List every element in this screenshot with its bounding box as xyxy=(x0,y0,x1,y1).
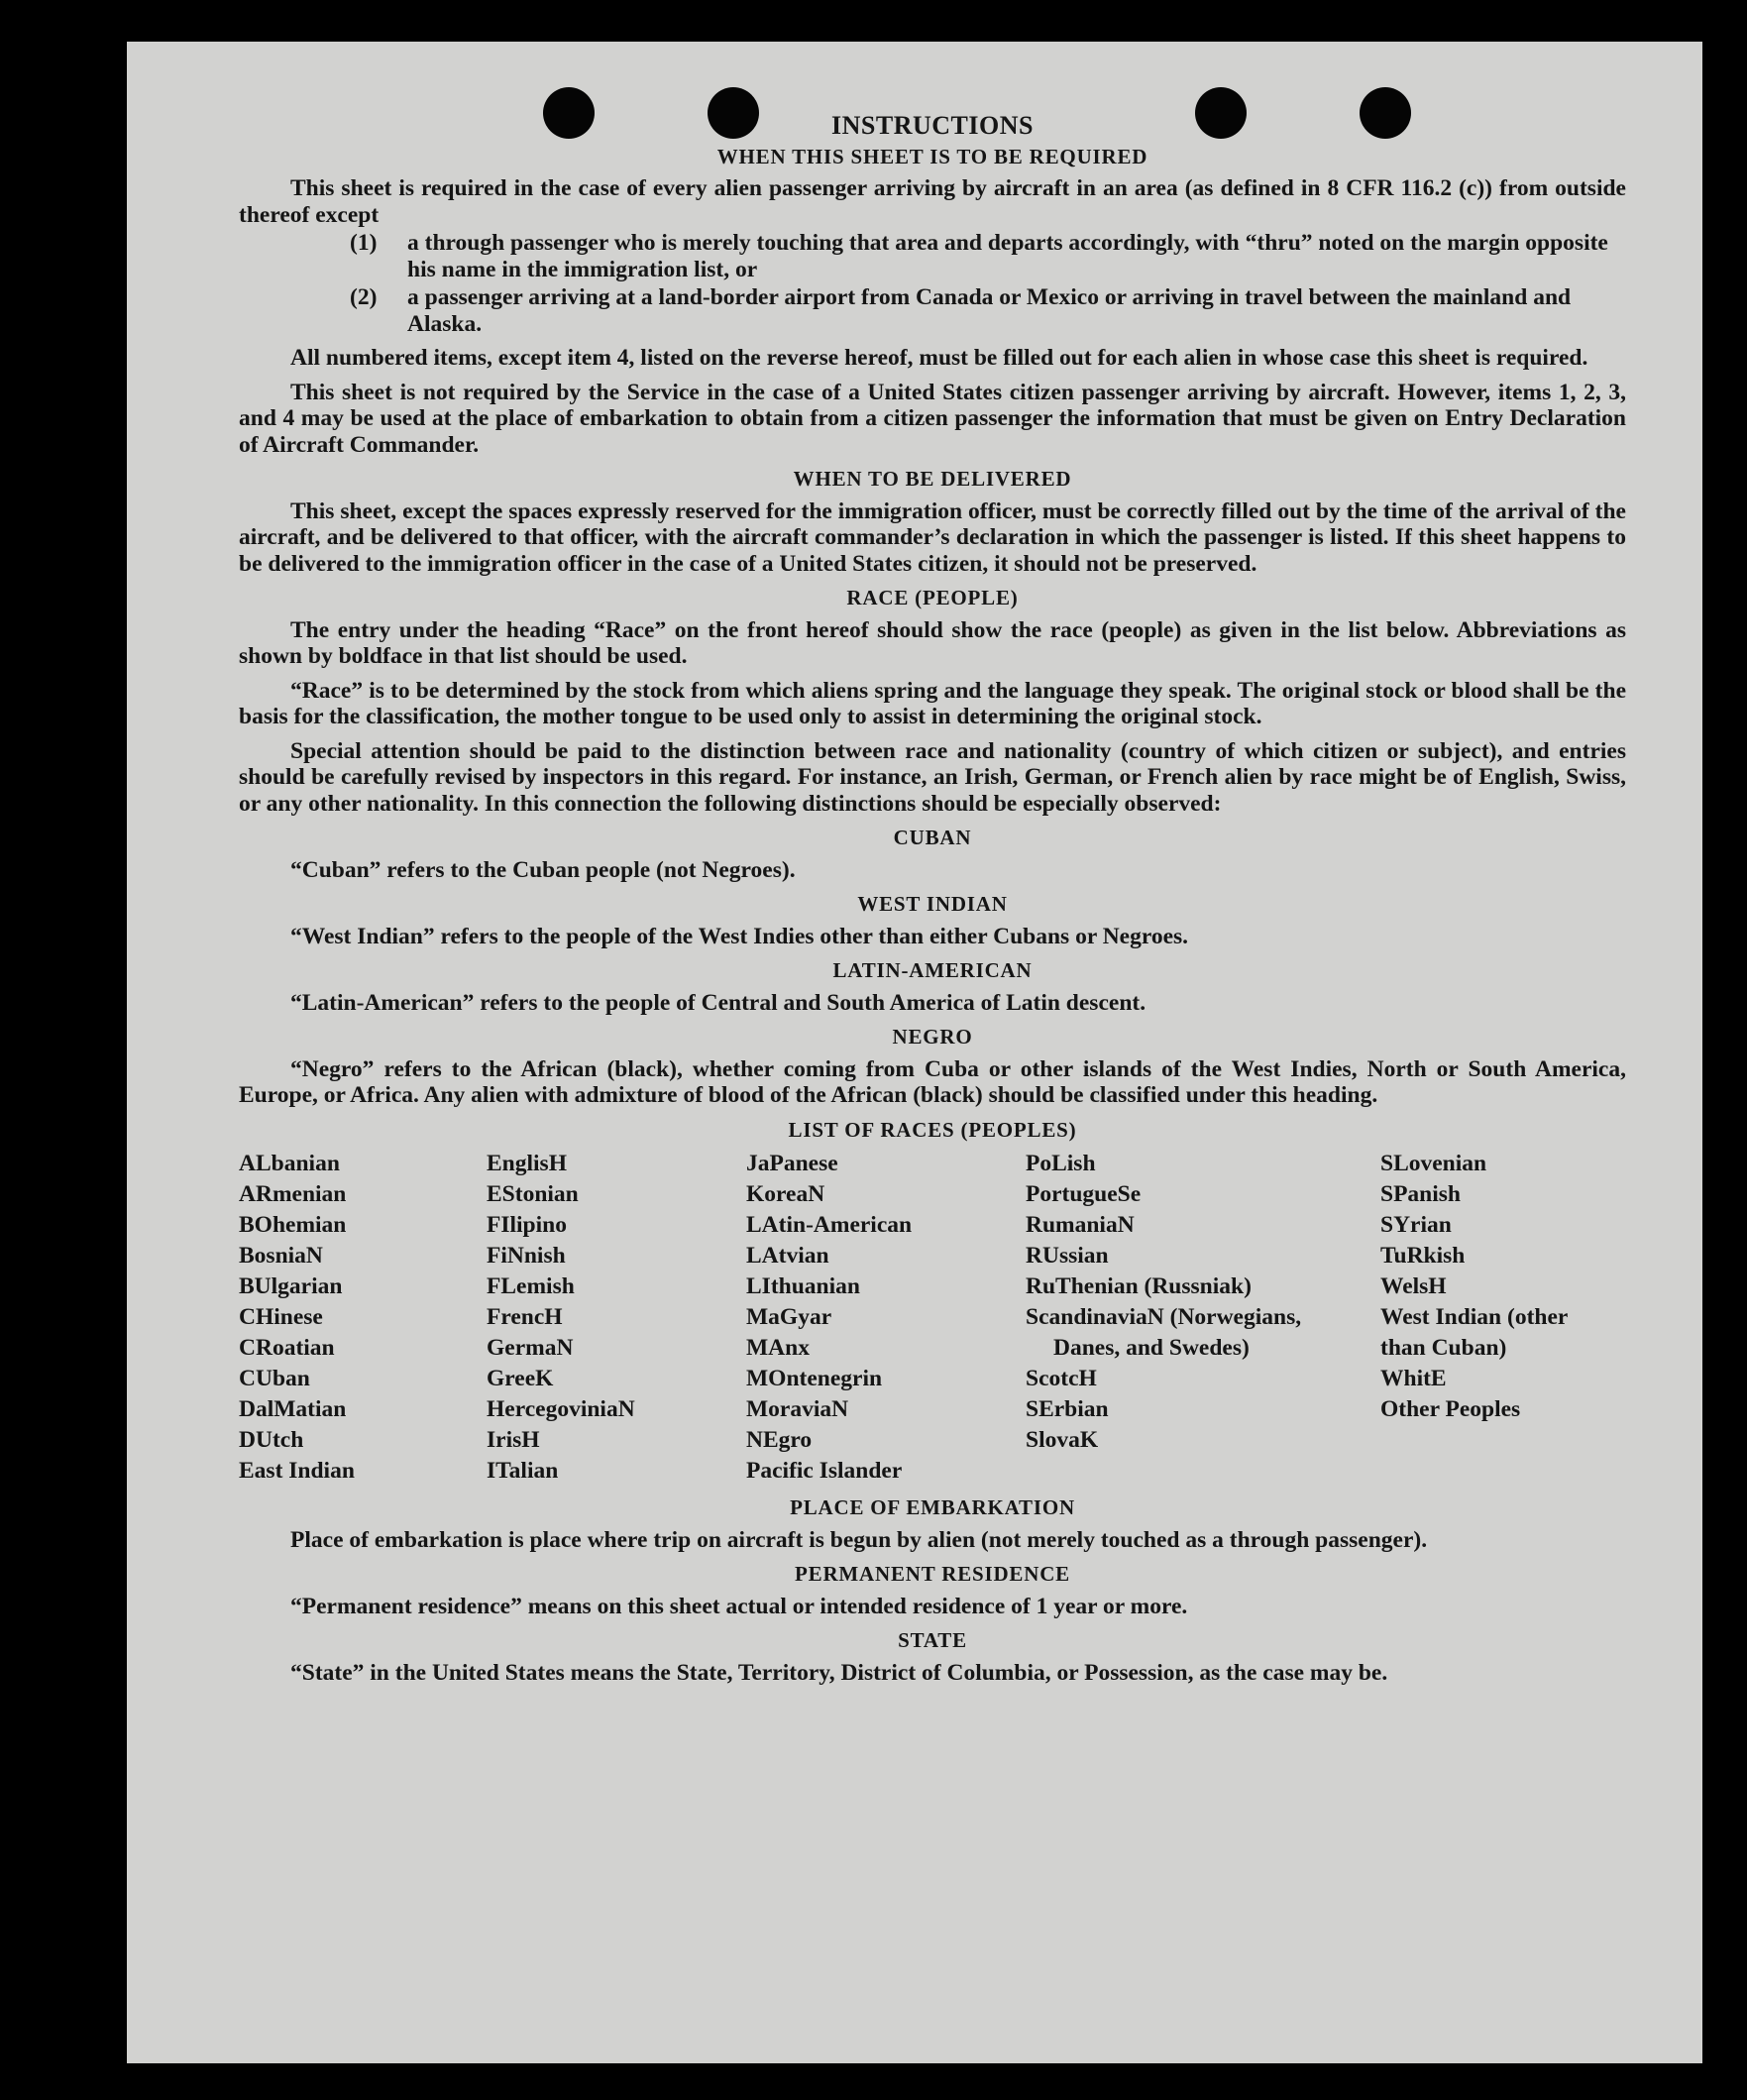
race-entry: GermaN xyxy=(487,1335,574,1361)
races-column-1 xyxy=(239,1149,487,1487)
race-entry: FIlipino xyxy=(487,1212,567,1238)
race-entry: CUban xyxy=(239,1366,310,1391)
cuban-text: “Cuban” refers to the Cuban people (not Negroes). xyxy=(290,856,796,883)
race-entry: DUtch xyxy=(239,1427,304,1453)
race-entry: PortugueSe xyxy=(1026,1181,1142,1207)
section-title-race: RACE (PEOPLE) xyxy=(846,586,1019,609)
race-entry: FrencH xyxy=(487,1304,563,1330)
instructions-content xyxy=(239,113,1626,1686)
item-number: (2) xyxy=(350,284,378,310)
exception-item-2 xyxy=(239,284,1626,337)
race-entry: DalMatian xyxy=(239,1396,347,1422)
race-entry: MoraviaN xyxy=(746,1396,849,1422)
race-entry: LAtvian xyxy=(746,1243,829,1269)
section-title-cuban: CUBAN xyxy=(893,826,972,849)
race-entry: BosniaN xyxy=(239,1243,323,1269)
race-entry: MOntenegrin xyxy=(746,1366,883,1391)
embarkation-text: Place of embarkation is place where trip on aircraft is begun by alien (not merely touched as a through passenger). xyxy=(290,1526,1428,1553)
race-entry: ITalian xyxy=(487,1458,559,1484)
race-entry: SLovenian xyxy=(1380,1151,1487,1176)
race-entry: ARmenian xyxy=(239,1181,347,1207)
race-entry: WhitE xyxy=(1380,1366,1447,1391)
race-entry: West Indian (other than Cuban) xyxy=(1380,1304,1568,1361)
race-entry: SYrian xyxy=(1380,1212,1452,1238)
race-entry: WelsH xyxy=(1380,1273,1447,1299)
race-entry: FLemish xyxy=(487,1273,575,1299)
race-entry: RUssian xyxy=(1026,1243,1109,1269)
section-title-races-list: LIST OF RACES (PEOPLES) xyxy=(788,1117,1077,1142)
latin-american-text: “Latin-American” refers to the people of Central and South America of Latin descent. xyxy=(290,989,1146,1016)
race-entry: MAnx xyxy=(746,1335,810,1361)
section-title-west-indian: WEST INDIAN xyxy=(857,892,1008,916)
race-entry: SlovaK xyxy=(1026,1427,1099,1453)
race-para-3: Special attention should be paid to the distinction between race and nationality (country of which citizen or subject), and entries should be carefully revised by inspectors in this regard. For instance, an Irish, German, or French alien by race might be of English, Swiss, or any other nationality. In this connection the following distinctions should be especially observed: xyxy=(239,737,1626,817)
item-text: a through passenger who is merely touching that area and departs accordingly, with “thru” noted on the margin opposite his name in the immigration list, or xyxy=(407,230,1608,282)
race-entry: RuThenian (Russniak) xyxy=(1026,1273,1252,1299)
races-column-3 xyxy=(746,1149,1026,1487)
race-entry: FiNnish xyxy=(487,1243,566,1269)
section-title-embarkation: PLACE OF EMBARKATION xyxy=(790,1495,1075,1519)
west-indian-text: “West Indian” refers to the people of the West Indies other than either Cubans or Negroes. xyxy=(290,923,1189,949)
exception-item-1 xyxy=(239,230,1626,282)
required-intro: This sheet is required in the case of every alien passenger arriving by aircraft in an area (as defined in 8 CFR 116.2 (c)) from outside thereof except xyxy=(239,175,1626,228)
required-para-3: This sheet is not required by the Service in the case of a United States citizen passenger arriving by aircraft. However, items 1, 2, 3, and 4 may be used at the place of embarkation to obtain from a citizen passenger the information that must be given on Entry Declaration of Aircraft Commander. xyxy=(239,379,1626,458)
page-title: INSTRUCTIONS xyxy=(831,111,1034,140)
races-column-4 xyxy=(1026,1149,1380,1487)
race-entry: KoreaN xyxy=(746,1181,825,1207)
section-title-required: WHEN THIS SHEET IS TO BE REQUIRED xyxy=(716,144,1148,168)
document-page xyxy=(127,42,1702,2063)
race-entry: Other Peoples xyxy=(1380,1396,1521,1422)
race-entry: EnglisH xyxy=(487,1151,567,1176)
race-entry: NEgro xyxy=(746,1427,813,1453)
race-entry: HercegoviniaN xyxy=(487,1396,635,1422)
race-entry: ALbanian xyxy=(239,1151,340,1176)
race-entry: IrisH xyxy=(487,1427,540,1453)
races-column-5 xyxy=(1380,1149,1618,1487)
required-para-2: All numbered items, except item 4, listed on the reverse hereof, must be filled out for each alien in whose case this sheet is required. xyxy=(290,345,1588,371)
race-entry: SErbian xyxy=(1026,1396,1109,1422)
section-title-negro: NEGRO xyxy=(892,1025,973,1049)
race-entry: RumaniaN xyxy=(1026,1212,1135,1238)
race-para-2: “Race” is to be determined by the stock from which aliens spring and the language they speak. The original stock or blood shall be the basis for the classification, the mother tongue to be used only to assist in determining the original stock. xyxy=(239,677,1626,729)
race-entry: BOhemian xyxy=(239,1212,347,1238)
race-entry: MaGyar xyxy=(746,1304,832,1330)
race-entry: CRoatian xyxy=(239,1335,335,1361)
race-entry: CHinese xyxy=(239,1304,323,1330)
race-entry: PoLish xyxy=(1026,1151,1096,1176)
state-text: “State” in the United States means the State, Territory, District of Columbia, or Possession, as the case may be. xyxy=(290,1659,1388,1686)
residence-text: “Permanent residence” means on this sheet actual or intended residence of 1 year or more. xyxy=(290,1593,1188,1619)
race-entry: LIthuanian xyxy=(746,1273,860,1299)
section-title-state: STATE xyxy=(898,1628,967,1652)
race-entry: SPanish xyxy=(1380,1181,1461,1207)
races-column-2 xyxy=(487,1149,746,1487)
delivered-text: This sheet, except the spaces expressly reserved for the immigration officer, must be correctly filled out by the time of the arrival of the aircraft, and be delivered to that officer, with the aircraft commander’s declaration in which the passenger is listed. If this sheet happens to be delivered to the immigration officer in the case of a United States citizen, it should not be preserved. xyxy=(239,497,1626,577)
section-title-residence: PERMANENT RESIDENCE xyxy=(795,1562,1070,1586)
negro-text: “Negro” refers to the African (black), whether coming from Cuba or other islands of the West Indies, North or South America, Europe, or Africa. Any alien with admixture of blood of the African (black) should be classified under this heading. xyxy=(239,1055,1626,1108)
race-entry: BUlgarian xyxy=(239,1273,343,1299)
race-entry: TuRkish xyxy=(1380,1243,1466,1269)
race-entry: EStonian xyxy=(487,1181,579,1207)
race-entry: ScandinaviaN (Norwegians, Danes, and Swedes) xyxy=(1026,1304,1302,1361)
race-entry: JaPanese xyxy=(746,1151,838,1176)
races-list xyxy=(239,1149,1626,1487)
section-title-latin-american: LATIN-AMERICAN xyxy=(832,958,1033,982)
race-entry: GreeK xyxy=(487,1366,554,1391)
race-entry: East Indian xyxy=(239,1458,355,1484)
race-entry: Pacific Islander xyxy=(746,1458,903,1484)
section-title-delivered: WHEN TO BE DELIVERED xyxy=(793,467,1072,491)
race-entry: LAtin-American xyxy=(746,1212,913,1238)
item-number: (1) xyxy=(350,230,378,256)
race-para-1: The entry under the heading “Race” on the front hereof should show the race (people) as given in the list below. Abbreviations as shown by boldface in that list should be used. xyxy=(239,616,1626,669)
race-entry: ScotcH xyxy=(1026,1366,1097,1391)
item-text: a passenger arriving at a land-border airport from Canada or Mexico or arriving in travel between the mainland and Alaska. xyxy=(407,284,1572,337)
